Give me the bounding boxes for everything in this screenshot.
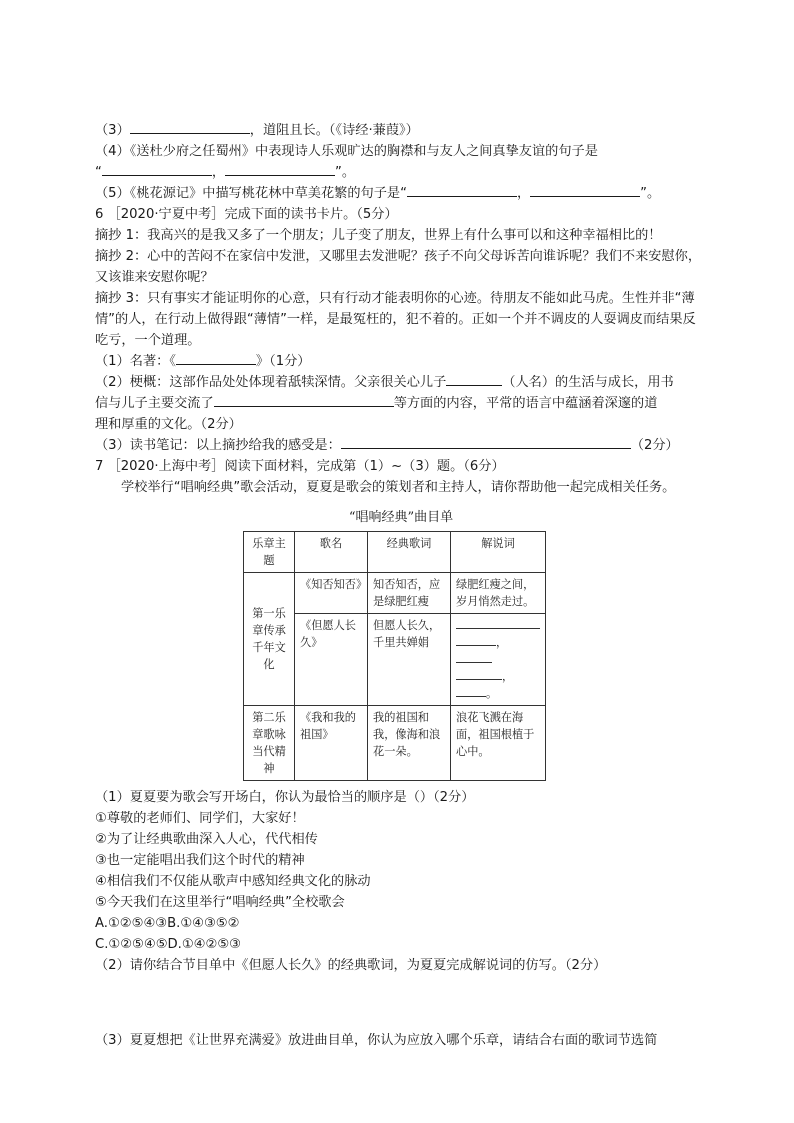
option-item: ⑤今天我们在这里举行“唱响经典”全校歌会 xyxy=(95,895,345,910)
answer-blank[interactable] xyxy=(130,120,250,134)
chapter-cell: 第一乐章传承千年文化 xyxy=(244,573,295,706)
commentary-blank-cell: ， ，。 xyxy=(451,614,546,706)
column-header: 歌名 xyxy=(295,532,368,573)
answer-blank[interactable] xyxy=(446,372,502,386)
table-row xyxy=(244,573,546,614)
answer-blank[interactable] xyxy=(456,686,486,697)
option-item: ①尊敬的老师们、同学们，大家好！ xyxy=(95,811,305,826)
answer-blank[interactable] xyxy=(456,669,502,680)
answer-blank[interactable] xyxy=(214,393,394,407)
answer-blank[interactable] xyxy=(341,435,631,449)
chapter-cell: 第二乐章歌咏当代精神 xyxy=(244,706,295,781)
q6-sub-2-end: 理和厚重的文化。（2分） xyxy=(95,417,242,432)
q7-sub-2: （2）请你结合节目单中《但愿人长久》的经典歌词，为夏夏完成解说词的仿写。（2分） xyxy=(95,958,607,973)
option-item: ③也一定能唱出我们这个时代的精神 xyxy=(95,853,305,868)
table-row xyxy=(244,706,546,781)
answer-blank[interactable] xyxy=(456,618,540,629)
option-item: ④相信我们不仅能从歌声中感知经典文化的脉动 xyxy=(95,874,371,889)
option-item: ②为了让经典歌曲深入人心，代代相传 xyxy=(95,832,318,847)
song-cell: 《我和我的祖国》 xyxy=(295,706,368,781)
q5-item-4: （4）《送杜少府之任蜀州》中表现诗人乐观旷达的胸襟和与友人之间真挚友谊的句子是 xyxy=(95,144,598,159)
answer-blank[interactable] xyxy=(456,635,496,646)
table-header-row xyxy=(244,532,546,573)
q6-sub-1: （1）名著：《 》（1分） xyxy=(95,351,707,372)
song-cell: 《但愿人长久》 xyxy=(295,614,368,706)
song-cell: 《知否知否》 xyxy=(295,573,368,614)
q7-sub-3: （3）夏夏想把《让世界充满爱》放进曲目单，你认为应放入哪个乐章，请结合右面的歌词节选简 xyxy=(95,1033,658,1048)
q6-excerpt-2: 摘抄 2：心中的苦闷不在家信中发泄，又哪里去发泄呢？孩子不向父母诉苦向谁诉呢？我们不来安慰你，又该谁来安慰你呢？ xyxy=(95,249,702,285)
choices-cd: C.①②⑤④⑤D.①④②⑤③ xyxy=(95,937,241,952)
answer-blank[interactable] xyxy=(407,183,517,197)
commentary-cell: 绿肥红瘦之间，岁月悄然走过。 xyxy=(451,573,546,614)
commentary-cell: 浪花飞溅在海面，祖国根植于心中。 xyxy=(451,706,546,781)
q6-sub-2-cont: 信与儿子主要交流了 等方面的内容，平常的语言中蕴涵着深邃的道 xyxy=(95,393,707,414)
column-header: 乐章主题 xyxy=(244,532,295,573)
lyric-cell: 但愿人长久，千里共婵娟 xyxy=(368,614,451,706)
q7-intro: 学校举行“唱响经典”歌会活动，夏夏是歌会的策划者和主持人，请你帮助他一起完成相关任务。 xyxy=(121,480,676,495)
q6-header: 6 ［2020·宁夏中考］完成下面的读书卡片。（5分） xyxy=(95,207,398,222)
answer-space[interactable] xyxy=(95,976,707,1030)
column-header: 经典歌词 xyxy=(368,532,451,573)
q5-item-3: （3） ，道阻且长。（《诗经·蒹葭》） xyxy=(95,120,707,141)
song-list-table xyxy=(243,531,546,781)
answer-blank[interactable] xyxy=(176,351,256,365)
table-title: “唱响经典”曲目单 xyxy=(348,510,454,525)
answer-blank[interactable] xyxy=(102,162,212,176)
q6-excerpt-3: 摘抄 3：只有事实才能证明你的心意，只有行动才能表明你的心迹。待朋友不能如此马虎。生性并非“薄情”的人，在行动上做得跟“薄情”一样，是最冤枉的，犯不着的。正如一个并不调皮的人耍调皮而结果反吃亏，一个道理。 xyxy=(95,291,696,348)
q6-sub-2: （2）梗概：这部作品处处体现着舐犊深情。父亲很关心儿子 （人名）的生活与成长，用书 xyxy=(95,372,707,393)
column-header: 解说词 xyxy=(451,532,546,573)
q6-excerpt-1: 摘抄 1：我高兴的是我又多了一个朋友；儿子变了朋友，世界上有什么事可以和这种幸福相比的！ xyxy=(95,228,662,243)
document-content xyxy=(95,120,707,1051)
answer-blank[interactable] xyxy=(456,652,492,663)
q5-item-4-blanks: “ ， ”。 xyxy=(95,162,707,183)
answer-blank[interactable] xyxy=(225,162,335,176)
lyric-cell: 我的祖国和我，像海和浪花一朵。 xyxy=(368,706,451,781)
lyric-cell: 知否知否，应是绿肥红瘦 xyxy=(368,573,451,614)
answer-blank[interactable] xyxy=(530,183,640,197)
q7-sub-1: （1）夏夏要为歌会写开场白，你认为最恰当的顺序是（）（2分） xyxy=(95,790,475,805)
choices-ab: A.①②⑤④③B.①④③⑤② xyxy=(95,916,240,931)
q5-item-5: （5）《桃花源记》中描写桃花林中草美花繁的句子是“ ， ”。 xyxy=(95,183,707,204)
q6-sub-3: （3）读书笔记：以上摘抄给我的感受是： （2分） xyxy=(95,435,707,456)
q7-header: 7 ［2020·上海中考］阅读下面材料，完成第（1）~（3）题。（6分） xyxy=(95,459,505,474)
